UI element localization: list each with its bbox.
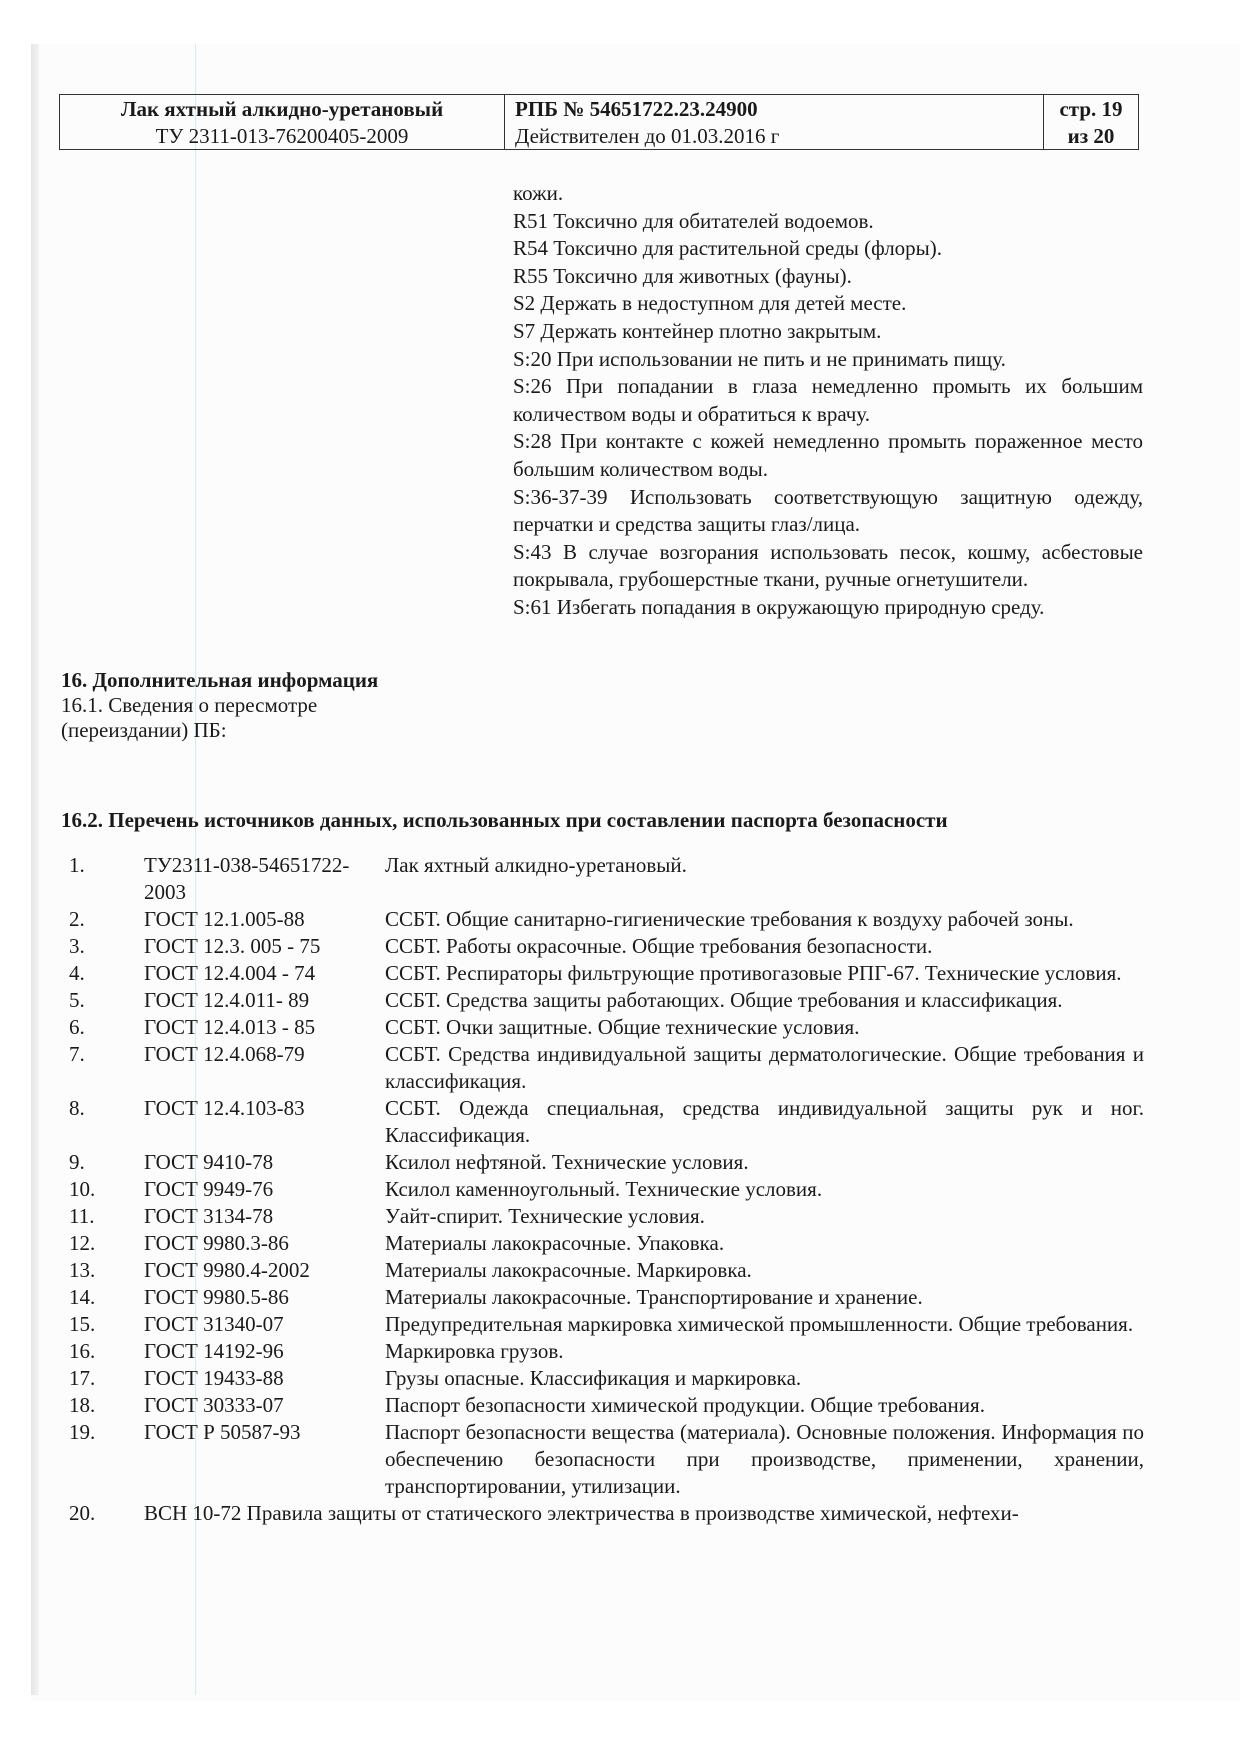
reference-description: ССБТ. Средства защиты работающих. Общие требования и классификация. [385,988,1063,1012]
reference-description: ССБТ. Очки защитные. Общие технические условия. [385,1015,860,1039]
reference-number: 3. [69,934,85,958]
phrase-item: S:28 При контакте с кожей немедленно промыть пораженное место большим количеством воды. [513,429,1143,481]
reference-code: ГОСТ 9410-78 [144,1150,274,1174]
reference-number: 1. [69,853,85,877]
reference-description: ССБТ. Средства индивидуальной защиты дерматологические. Общие требования и классификация. [385,1042,1144,1093]
reference-row [69,906,1144,933]
reference-code: ГОСТ 12.4.011- 89 [144,988,310,1012]
valid-until: Действителен до 01.03.2016 г [515,124,780,148]
reference-row [69,1419,1144,1500]
reference-row [69,1095,1144,1149]
reference-row [69,1176,1144,1203]
reference-code: ГОСТ 31340-07 [144,1312,284,1336]
phrase-item: S:20 При использовании не пить и не принимать пищу. [513,346,1006,371]
references-list [69,852,1144,1527]
reference-description: Ксилол каменноугольный. Технические условия. [385,1177,823,1201]
product-name: Лак яхтный алкидно-уретановый [120,97,444,121]
reference-number: 10. [69,1177,96,1201]
phrase-item: кожи. [513,181,564,205]
phrase-item: R51 Токсично для обитателей водоемов. [513,208,874,233]
phrase-item: S2 Держать в недоступном для детей месте. [513,291,907,316]
section-16-2-title: 16.2. Перечень источников данных, использованных при составлении паспорта безопасности [61,808,948,832]
reference-code: ГОСТ 12.3. 005 - 75 [144,934,321,958]
reference-row [69,1284,1144,1311]
reference-row [69,960,1144,987]
phrase-item: S:36-37-39 Использовать соответствующую защитную одежду, перчатки и средства защиты глаз/лица. [513,484,1143,537]
section-16-1-line1: 16.1. Сведения о пересмотре [61,693,318,717]
reference-number: 7. [69,1042,85,1066]
reference-description: Материалы лакокрасочные. Маркировка. [385,1258,752,1282]
reference-row [69,1014,1144,1041]
reference-number: 18. [69,1393,96,1417]
reference-row [69,1230,1144,1257]
reference-description: ССБТ. Работы окрасочные. Общие требования безопасности. [385,934,933,958]
reference-code: ГОСТ 9949-76 [144,1177,274,1201]
reference-number: 11. [69,1204,95,1228]
reference-code: ГОСТ 9980.3-86 [144,1231,289,1255]
reference-row [69,1149,1144,1176]
rpb-number: РПБ № 54651722.23.24900 [515,97,758,121]
reference-description: Ксилол нефтяной. Технические условия. [385,1150,749,1174]
product-tu: ТУ 2311-013-76200405-2009 [155,124,409,148]
page-total: из 20 [1067,124,1115,148]
reference-row [69,1338,1144,1365]
reference-row [69,1203,1144,1230]
section-16 [61,668,561,743]
reference-row [69,1392,1144,1419]
header-page-cell [1044,95,1139,150]
reference-code: ГОСТ Р 50587-93 [144,1420,301,1444]
risk-safety-phrases [513,180,1143,622]
reference-description: Предупредительная маркировка химической промышленности. Общие требования. [385,1312,1134,1336]
reference-row [69,1500,1144,1527]
reference-code: ГОСТ 30333-07 [144,1393,284,1417]
header-rpb-cell [505,95,1044,150]
reference-code: ГОСТ 9980.5-86 [144,1285,289,1309]
section-16-1-line2: (переиздании) ПБ: [61,718,227,742]
reference-description: Маркировка грузов. [385,1339,564,1363]
reference-number: 4. [69,961,85,985]
reference-description: Лак яхтный алкидно-уретановый. [385,853,687,877]
reference-code: ГОСТ 12.4.013 - 85 [144,1015,316,1039]
phrase-item: R55 Токсично для животных (фауны). [513,263,852,288]
reference-description: Материалы лакокрасочные. Транспортирование и хранение. [385,1285,923,1309]
reference-number: 19. [69,1420,96,1444]
reference-number: 16. [69,1339,96,1363]
reference-number: 12. [69,1231,96,1255]
page-number: стр. 19 [1059,97,1123,121]
reference-number: 14. [69,1285,96,1309]
phrase-item: S7 Держать контейнер плотно закрытым. [513,318,882,343]
reference-description: ВСН 10-72 Правила защиты от статического электричества в производстве химической, нефтехи- [144,1501,1019,1525]
reference-row [69,1311,1144,1338]
reference-description: Паспорт безопасности вещества (материала). Основные положения. Информация по обеспечению безопасности при производстве, применении, хранении, транспортировании, утилизации. [385,1420,1144,1498]
phrase-item: S:61 Избегать попадания в окружающую природную среду. [513,594,1045,619]
reference-description: Грузы опасные. Классификация и маркировка. [385,1366,802,1390]
reference-number: 2. [69,907,85,931]
reference-code: ГОСТ 14192-96 [144,1339,284,1363]
section-16-title: 16. Дополнительная информация [61,668,379,692]
scan-edge-shadow [31,44,39,1695]
reference-description: Материалы лакокрасочные. Упаковка. [385,1231,725,1255]
reference-row [69,1041,1144,1095]
reference-number: 13. [69,1258,96,1282]
reference-row [69,1365,1144,1392]
reference-description: ССБТ. Респираторы фильтрующие противогазовые РПГ-67. Технические условия. [385,961,1122,985]
reference-code: ТУ2311-038-54651722-2003 [144,853,350,904]
reference-number: 5. [69,988,85,1012]
reference-code: ГОСТ 12.1.005-88 [144,907,305,931]
reference-row [69,1257,1144,1284]
phrase-item: R54 Токсично для растительной среды (флоры). [513,236,943,261]
reference-description: Уайт-спирит. Технические условия. [385,1204,705,1228]
reference-code: ГОСТ 19433-88 [144,1366,284,1390]
phrase-item: S:26 При попадании в глаза немедленно промыть их большим количеством воды и обратиться к врачу. [513,374,1143,426]
reference-row [69,987,1144,1014]
reference-code: ГОСТ 12.4.068-79 [144,1042,305,1066]
reference-number: 9. [69,1150,85,1174]
header-product-cell [60,95,505,150]
phrase-item: S:43 В случае возгорания использовать песок, кошму, асбестовые покрывала, грубошерстные ткани, ручные огнетушители. [513,539,1143,592]
reference-description: ССБТ. Общие санитарно-гигиенические требования к воздуху рабочей зоны. [385,907,1074,931]
reference-number: 6. [69,1015,85,1039]
reference-number: 20. [69,1501,96,1525]
document-header [59,94,1139,150]
reference-code: ГОСТ 3134-78 [144,1204,274,1228]
reference-row [69,933,1144,960]
reference-number: 17. [69,1366,96,1390]
reference-description: Паспорт безопасности химической продукции. Общие требования. [385,1393,985,1417]
reference-row [69,852,1144,906]
reference-code: ГОСТ 12.4.004 - 74 [144,961,316,985]
reference-code: ГОСТ 9980.4-2002 [144,1258,310,1282]
reference-number: 15. [69,1312,96,1336]
reference-code: ГОСТ 12.4.103-83 [144,1096,305,1120]
reference-description: ССБТ. Одежда специальная, средства индивидуальной защиты рук и ног. Классификация. [385,1096,1144,1147]
reference-number: 8. [69,1096,85,1120]
